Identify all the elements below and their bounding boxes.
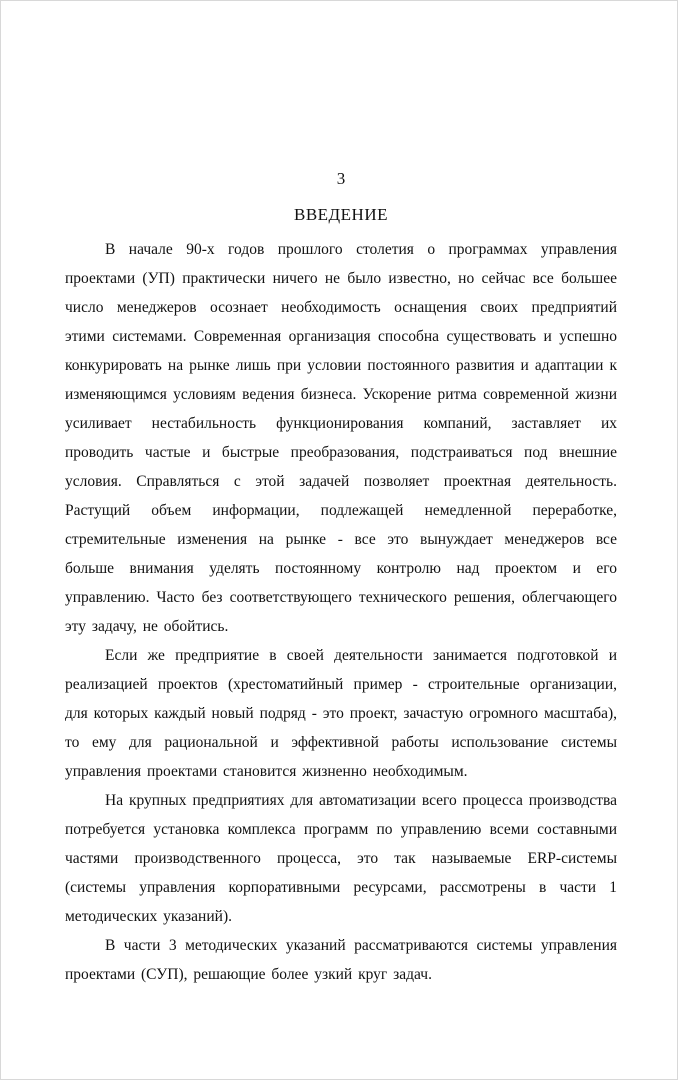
paragraph: В начале 90-х годов прошлого столетия о программах управления проектами (УП) практически ничего не было известно, но сейчас все большее число менеджеров осознает необходимость оснащения своих предприятий этими системами. Современная организация способна существовать и успешно конкурировать на рынке лишь при условии постоянного развития и адаптации к изменяющимся условиям ведения бизнеса. Ускорение ритма современной жизни усиливает нестабильность функционирования компаний, заставляет их проводить частые и быстрые преобразования, подстраиваться под внешние условия. Справляться с этой задачей позволяет проектная деятельность. Растущий объем информации, подлежащей немедленной переработке, стремительные изменения на рынке - все это вынуждает менеджеров все больше внимания уделять постоянному контролю над проектом и его управлению. Часто без соответствующего технического решения, облегчающего эту задачу, не обойтись. [65, 241, 617, 635]
paragraph: В части 3 методических указаний рассматриваются системы управления проектами (СУП), решающие более узкий круг задач. [65, 937, 617, 983]
paragraph: На крупных предприятиях для автоматизации всего процесса производства потребуется установка комплекса программ по управлению всеми составными частями производственного процесса, это так называемые ERP-системы (системы управления корпоративными ресурсами, рассмотрены в части 1 методических указаний). [65, 792, 617, 925]
page-title: ВВЕДЕНИЕ [294, 205, 388, 224]
paragraph: Если же предприятие в своей деятельности занимается подготовкой и реализацией проектов (хрестоматийный пример - строительные организации, для которых каждый новый подряд - это проект, зачастую огромного масштаба), то ему для рациональной и эффективной работы использование системы управления проектами становится жизненно необходимым. [65, 647, 617, 780]
page-number: 3 [336, 169, 346, 188]
